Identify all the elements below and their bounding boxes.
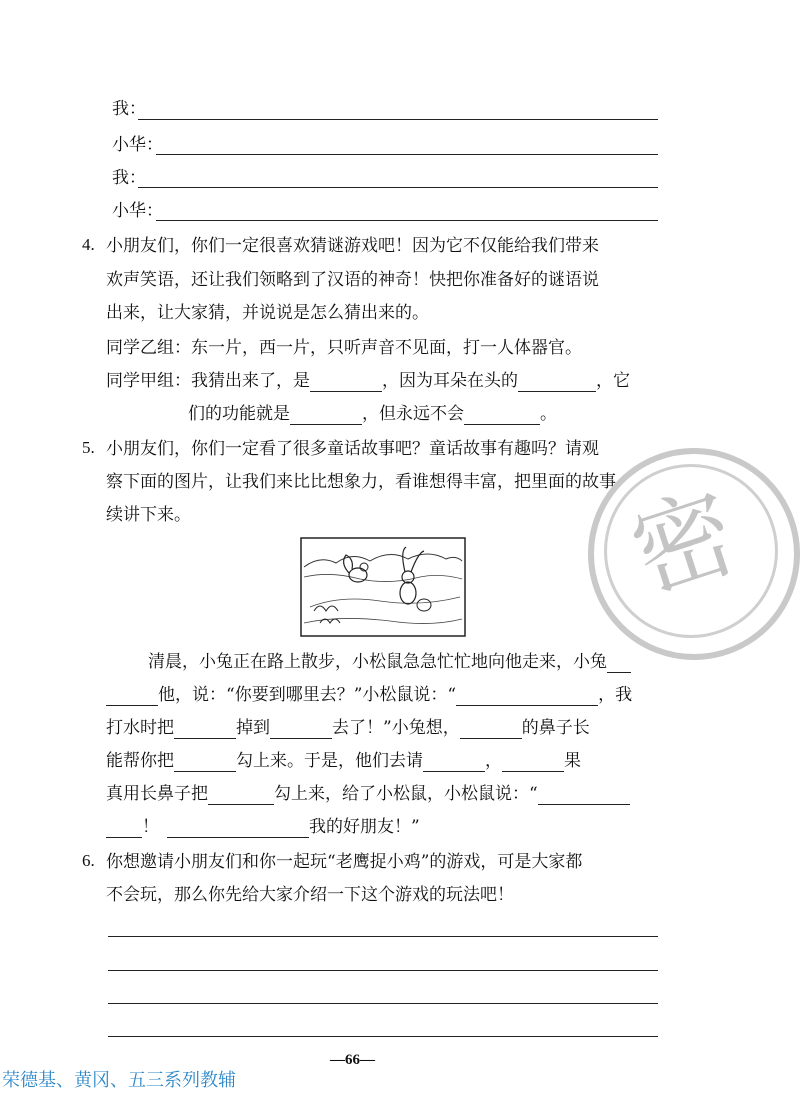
answer-line[interactable]	[138, 119, 658, 120]
fill-blank[interactable]	[174, 753, 236, 772]
story-illustration	[300, 537, 466, 637]
question-text: 出来，让大家猜，并说说是怎么猜出来的。	[106, 303, 429, 323]
confidential-stamp	[588, 448, 800, 660]
question-text: 小朋友们，你们一定很喜欢猜谜游戏吧！因为它不仅能给我们带来	[106, 236, 599, 256]
fill-blank[interactable]	[106, 819, 142, 838]
writing-line[interactable]	[108, 1003, 658, 1004]
riddle-text: 同学乙组：东一片，西一片，只听声音不见面，打一人体器官。	[106, 338, 582, 358]
question-text: 欢声笑语，还让我们领略到了汉语的神奇！快把你准备好的谜语说	[106, 270, 599, 290]
answer-line[interactable]	[156, 154, 658, 155]
question-number: 6.	[82, 851, 95, 870]
writing-line[interactable]	[108, 970, 658, 971]
dialogue-speaker-3: 我：	[112, 168, 146, 188]
question-text: 小朋友们，你们一定看了很多童话故事吧？童话故事有趣吗？请观	[106, 439, 599, 459]
fill-blank[interactable]	[538, 786, 630, 805]
story-line-5: 真用长鼻子把 勾上来，给了小松鼠，小松鼠说：“	[106, 783, 630, 805]
answer-line[interactable]	[138, 187, 658, 188]
fill-blank[interactable]	[208, 786, 274, 805]
fill-blank[interactable]	[423, 753, 485, 772]
fill-blank[interactable]	[464, 406, 540, 425]
riddle-answer-line: 同学甲组：我猜出来了，是 ，因为耳朵在头的 ，它	[106, 371, 630, 391]
riddle-answer-line-2: 们的功能就是 ，但永远不会 。	[188, 404, 557, 424]
dialogue-speaker-2: 小华：	[112, 135, 163, 155]
story-line-1: 清晨，小兔正在路上散步，小松鼠急急忙忙地向他走来，小兔	[148, 651, 631, 673]
story-line-3: 打水时把 掉到 去了！”小兔想， 的鼻子长	[106, 718, 590, 738]
fill-blank[interactable]	[518, 373, 596, 392]
page-number: —66—	[330, 1052, 375, 1068]
story-line-4: 能帮你把 勾上来。于是，他们去请 ， 果	[106, 751, 581, 771]
brand-text: 荣德基、黄冈、五三系列教辅	[2, 1070, 236, 1091]
story-line-2: 他，说：“你要到哪里去？”小松鼠说：“ ，我	[106, 684, 632, 706]
fill-blank[interactable]	[174, 720, 236, 739]
story-line-6: ！ 我的好朋友！”	[106, 816, 420, 838]
question-text: 不会玩，那么你先给大家介绍一下这个游戏的玩法吧！	[106, 885, 514, 905]
dialogue-speaker-1: 我：	[112, 99, 146, 119]
fill-blank[interactable]	[460, 720, 522, 739]
fill-blank[interactable]	[502, 753, 564, 772]
fill-blank[interactable]	[106, 687, 158, 706]
stamp-char: 密	[618, 472, 750, 615]
question-text: 续讲下来。	[106, 505, 191, 525]
answer-line[interactable]	[156, 220, 658, 221]
fill-blank[interactable]	[167, 819, 309, 838]
fill-blank[interactable]	[456, 687, 598, 706]
writing-line[interactable]	[108, 1036, 658, 1037]
question-text: 察下面的图片，让我们来比比想象力，看谁想得丰富，把里面的故事	[106, 472, 616, 492]
question-text: 你想邀请小朋友们和你一起玩“老鹰捉小鸡”的游戏，可是大家都	[106, 852, 583, 872]
fill-blank[interactable]	[290, 406, 362, 425]
dialogue-speaker-4: 小华：	[112, 201, 163, 221]
question-number: 4.	[82, 235, 95, 254]
question-number: 5.	[82, 438, 95, 457]
fill-blank[interactable]	[270, 720, 332, 739]
fill-blank[interactable]	[310, 373, 382, 392]
writing-line[interactable]	[108, 936, 658, 937]
